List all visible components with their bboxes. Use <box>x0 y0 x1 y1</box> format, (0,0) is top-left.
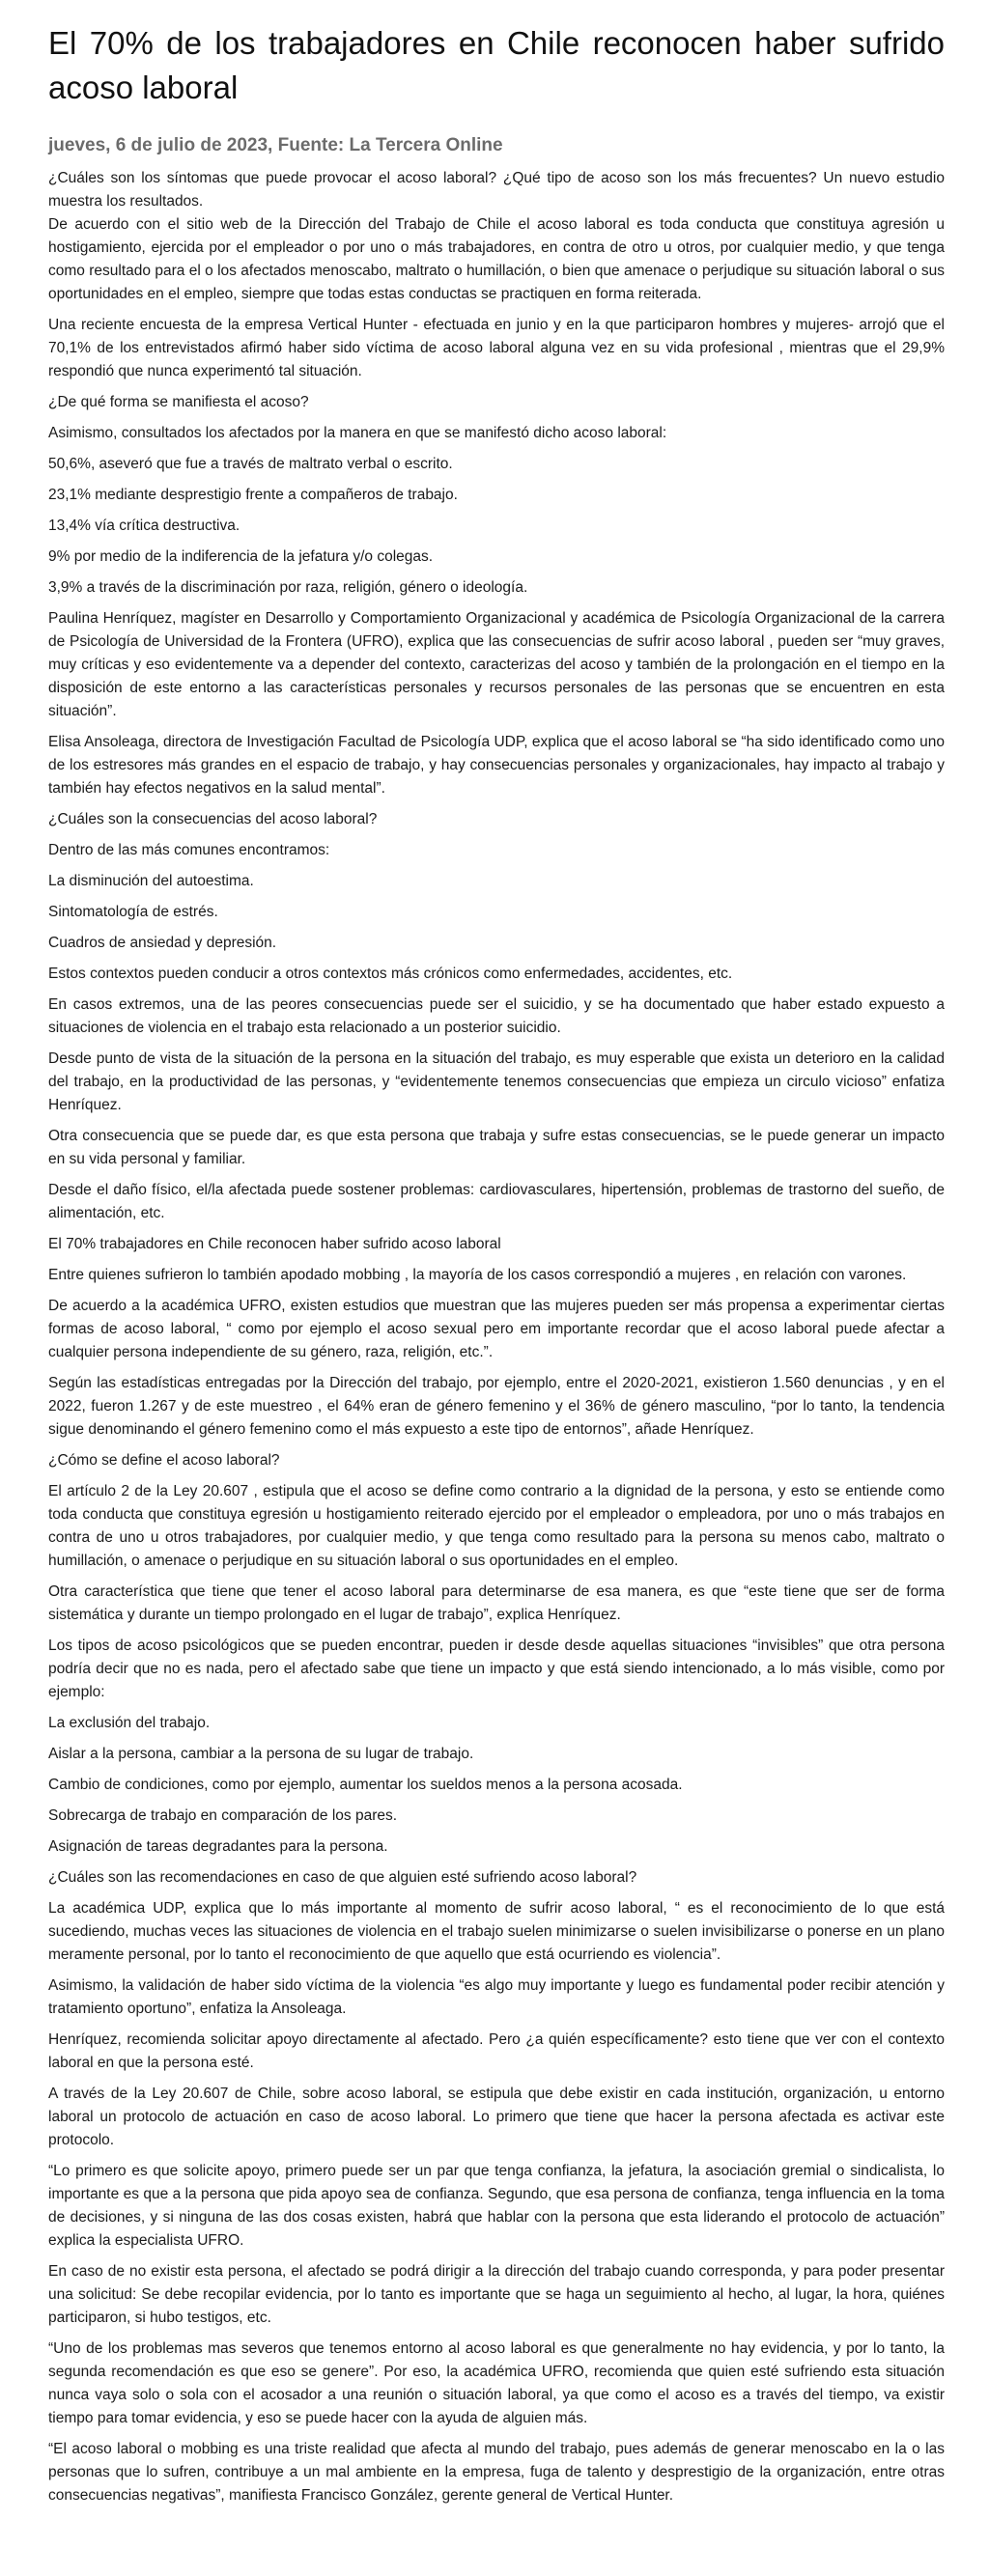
article-paragraph: Estos contextos pueden conducir a otros contextos más crónicos como enfermedades, accidentes, etc. <box>48 966 733 982</box>
article-paragraph: Los tipos de acoso psicológicos que se pueden encontrar, pueden ir desde desde aquellas situaciones “invisibles” que otra persona podría decir que no es nada, pero el afectado sabe que tiene un impacto y que está siendo intencionado, a lo más visible, como por ejemplo: <box>48 1638 945 1700</box>
article-paragraph: Asimismo, consultados los afectados por la manera en que se manifestó dicho acoso laboral: <box>48 425 667 441</box>
article-paragraph: A través de la Ley 20.607 de Chile, sobre acoso laboral, se estipula que debe existir en cada institución, organización, u entorno laboral un protocolo de actuación en caso de acoso laboral. Lo primero que tiene que hacer la persona afectada es activar este protocolo. <box>48 2086 945 2148</box>
article-paragraph: Sintomatología de estrés. <box>48 904 218 920</box>
article-dateline: jueves, 6 de julio de 2023, Fuente: La Tercera Online <box>48 135 503 155</box>
article-paragraph: La disminución del autoestima. <box>48 873 254 889</box>
article-paragraph: ¿Cuáles son la consecuencias del acoso laboral? <box>48 811 378 827</box>
article-paragraph: Desde el daño físico, el/la afectada puede sostener problemas: cardiovasculares, hipertensión, problemas de trastorno del sueño, de alimentación, etc. <box>48 1182 945 1221</box>
article-paragraph: ¿De qué forma se manifiesta el acoso? <box>48 394 309 410</box>
article-paragraph: ¿Cómo se define el acoso laboral? <box>48 1452 280 1469</box>
article-paragraph: “El acoso laboral o mobbing es una triste realidad que afecta al mundo del trabajo, pues además de generar menoscabo en la o las personas que lo sufren, contribuye a un mal ambiente en la empresa, fuga de talento y desprestigio de la organización, entre otras consecuencias negativas”, manifiesta Francisco González, gerente general de Vertical Hunter. <box>48 2441 945 2504</box>
article-paragraph: El artículo 2 de la Ley 20.607 , estipula que el acoso se define como contrario a la dignidad de la persona, y esto se entiende como toda conducta que constituya egresión u hostigamiento reiterado ejercido por el empleador o empleadora, por uno o más trabajos en contra de uno u otros trabajadores, por cualquier medio, y que tenga como resultado para la persona su menos cabo, maltrato o humillación, o amenace o perjudique en su situación laboral o sus oportunidades en el empleo. <box>48 1483 945 1569</box>
news-article <box>48 0 945 2507</box>
article-paragraph: Paulina Henríquez, magíster en Desarrollo y Comportamiento Organizacional y académica de Psicología Organizacional de la carrera de Psicología de Universidad de la Frontera (UFRO), explica que las consecuencias de sufrir acoso laboral , pueden ser “muy graves, muy críticas y eso evidentemente va a depender del contexto, caracterizas del acoso y también de la prolongación en el tiempo en la disposición de este entorno a las características personales y recursos personales de las personas que se encuentren en esta situación”. <box>48 610 945 719</box>
article-paragraph: 50,6%, aseveró que fue a través de maltrato verbal o escrito. <box>48 456 453 472</box>
article-paragraph: Aislar a la persona, cambiar a la persona de su lugar de trabajo. <box>48 1746 474 1762</box>
article-paragraph: El 70% trabajadores en Chile reconocen haber sufrido acoso laboral <box>48 1236 501 1252</box>
article-paragraph: ¿Cuáles son las recomendaciones en caso de que alguien esté sufriendo acoso laboral? <box>48 1869 637 1886</box>
article-paragraph: Otra consecuencia que se puede dar, es que esta persona que trabaja y sufre estas consecuencias, se le puede generar un impacto en su vida personal y familiar. <box>48 1128 945 1167</box>
article-paragraph: En caso de no existir esta persona, el afectado se podrá dirigir a la dirección del trabajo cuando corresponda, y para poder presentar una solicitud: Se debe recopilar evidencia, por lo tanto es importante que se haga un seguimiento al hecho, al lugar, la hora, quiénes participaron, si hubo testigos, etc. <box>48 2263 945 2326</box>
article-paragraph: ¿Cuáles son los síntomas que puede provocar el acoso laboral? ¿Qué tipo de acoso son los más frecuentes? Un nuevo estudio muestra los resultados. <box>48 170 945 210</box>
article-paragraph: Cambio de condiciones, como por ejemplo, aumentar los sueldos menos a la persona acosada. <box>48 1777 683 1793</box>
article-paragraph: Entre quienes sufrieron lo también apodado mobbing , la mayoría de los casos correspondió a mujeres , en relación con varones. <box>48 1267 907 1283</box>
article-paragraph: Asimismo, la validación de haber sido víctima de la violencia “es algo muy importante y luego es fundamental poder recibir atención y tratamiento oportuno”, enfatiza la Ansoleaga. <box>48 1977 945 2017</box>
article-title: El 70% de los trabajadores en Chile reconocen haber sufrido acoso laboral <box>48 25 945 105</box>
article-paragraph: La académica UDP, explica que lo más importante al momento de sufrir acoso laboral, “ es el reconocimiento de lo que está sucediendo, muchas veces las situaciones de violencia en el trabajo suelen minimizarse o suelen invisibilizarse o ponerse en un plano meramente personal, por lo tanto el reconocimiento de que aquello que está ocurriendo es violencia”. <box>48 1900 945 1963</box>
article-paragraph: 23,1% mediante desprestigio frente a compañeros de trabajo. <box>48 487 458 503</box>
article-paragraph: De acuerdo con el sitio web de la Dirección del Trabajo de Chile el acoso laboral es toda conducta que constituya agresión u hostigamiento, ejercida por el empleador o por uno o más trabajadores, en contra de otro u otros, por cualquier medio, y que tenga como resultado para el o los afectados menoscabo, maltrato o humillación, o bien que amenace o perjudique su situación laboral o sus oportunidades en el empleo, siempre que todas estas conductas se practiquen en forma reiterada. <box>48 216 945 302</box>
article-paragraph: 3,9% a través de la discriminación por raza, religión, género o ideología. <box>48 579 528 596</box>
article-paragraph: 9% por medio de la indiferencia de la jefatura y/o colegas. <box>48 548 434 565</box>
article-paragraph: Otra característica que tiene que tener el acoso laboral para determinarse de esa manera, es que “este tiene que ser de forma sistemática y durante un tiempo prolongado en el lugar de trabajo”, explica Henríquez. <box>48 1583 945 1623</box>
article-body <box>48 167 945 2507</box>
article-paragraph: En casos extremos, una de las peores consecuencias puede ser el suicidio, y se ha documentado que haber estado expuesto a situaciones de violencia en el trabajo esta relacionado a un posterior suicidio. <box>48 996 945 1036</box>
article-paragraph: De acuerdo a la académica UFRO, existen estudios que muestran que las mujeres pueden ser más propensa a experimentar ciertas formas de acoso laboral, “ como por ejemplo el acoso sexual pero em importante recordar que el acoso laboral puede afectar a cualquier persona independiente de su género, raza, religión, etc.”. <box>48 1298 945 1360</box>
article-paragraph: Cuadros de ansiedad y depresión. <box>48 935 277 951</box>
article-paragraph: Una reciente encuesta de la empresa Vertical Hunter - efectuada en junio y en la que participaron hombres y mujeres- arrojó que el 70,1% de los entrevistados afirmó haber sido víctima de acoso laboral alguna vez en su vida profesional , mientras que el 29,9% respondió que nunca experimentó tal situación. <box>48 317 945 379</box>
article-paragraph: Elisa Ansoleaga, directora de Investigación Facultad de Psicología UDP, explica que el acoso laboral se “ha sido identificado como uno de los estresores más grandes en el espacio de trabajo, y hay consecuencias personales y organizacionales, hay impacto al trabajo y también hay efectos negativos en la salud mental”. <box>48 734 945 797</box>
article-paragraph: Sobrecarga de trabajo en comparación de los pares. <box>48 1807 398 1824</box>
article-paragraph: Según las estadísticas entregadas por la Dirección del trabajo, por ejemplo, entre el 2020-2021, existieron 1.560 denuncias , y en el 2022, fueron 1.267 y de este muestreo , el 64% eran de género femenino y el 36% de género masculino, “por lo tanto, la tendencia sigue denominando el género femenino como el más expuesto a este tipo de entornos”, añade Henríquez. <box>48 1375 945 1438</box>
article-paragraph: Asignación de tareas degradantes para la persona. <box>48 1838 388 1855</box>
article-paragraph: Dentro de las más comunes encontramos: <box>48 842 330 858</box>
article-paragraph: “Uno de los problemas mas severos que tenemos entorno al acoso laboral es que generalmente no hay evidencia, y por lo tanto, la segunda recomendación es que eso se genere”. Por eso, la académica UFRO, recomienda que quien esté sufriendo esta situación nunca vaya solo o sola con el acosador a una reunión o situación laboral, ya que como el acoso es a través del tiempo, va existir tiempo para tomar evidencia, y eso se puede hacer con la ayuda de alguien más. <box>48 2340 945 2426</box>
article-paragraph: Desde punto de vista de la situación de la persona en la situación del trabajo, es muy esperable que exista un deterioro en la calidad del trabajo, en la productividad de las personas, y “evidentemente tenemos consecuencias que empieza un circulo vicioso” enfatiza Henríquez. <box>48 1050 945 1113</box>
article-paragraph: 13,4% vía crítica destructiva. <box>48 518 240 534</box>
article-paragraph: “Lo primero es que solicite apoyo, primero puede ser un par que tenga confianza, la jefatura, la asociación gremial o sindicalista, lo importante es que a la persona que pida apoyo sea de confianza. Segundo, que esa persona de confianza, tenga influencia en la toma de decisiones, y si ninguna de las dos cosas existen, habrá que hablar con la persona que esta liderando el protocolo de actuación” explica la especialista UFRO. <box>48 2163 945 2249</box>
article-paragraph: Henríquez, recomienda solicitar apoyo directamente al afectado. Pero ¿a quién específicamente? esto tiene que ver con el contexto laboral en que la persona esté. <box>48 2031 945 2071</box>
article-paragraph: La exclusión del trabajo. <box>48 1715 211 1731</box>
